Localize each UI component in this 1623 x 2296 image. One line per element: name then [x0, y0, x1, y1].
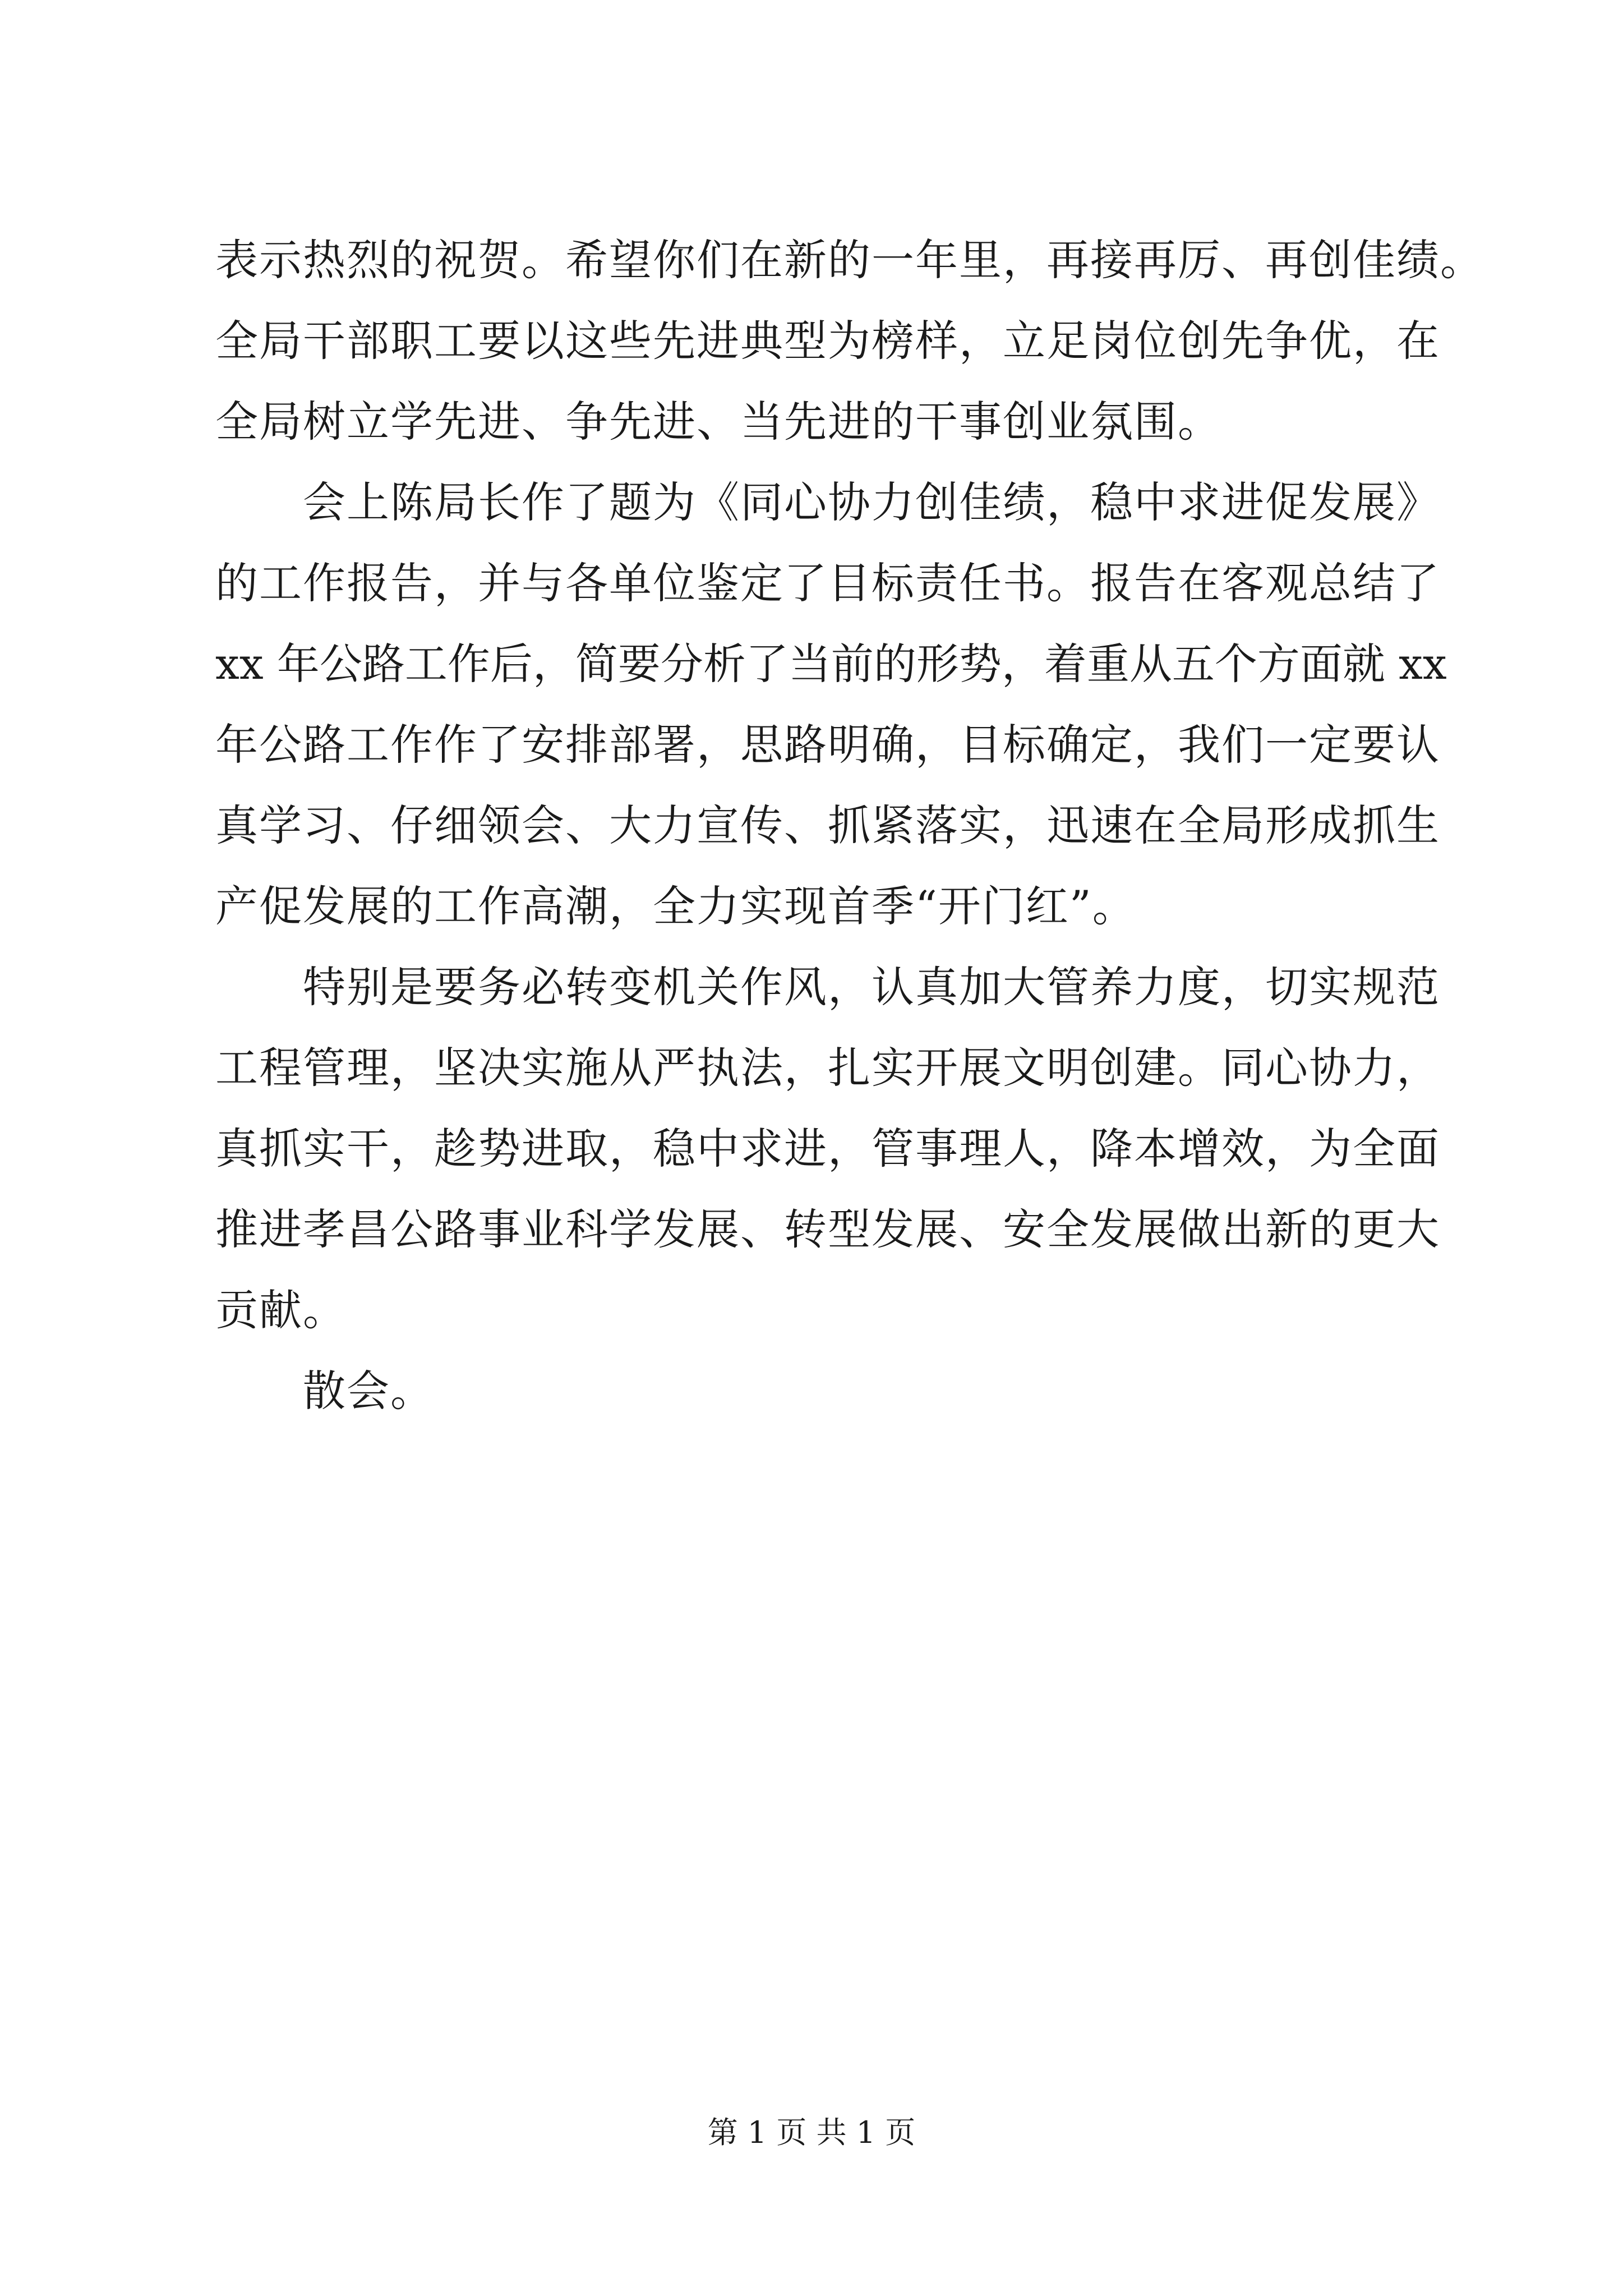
text-line-14: 贡献。	[215, 1285, 347, 1335]
text-line-3: 全局树立学先进、争先进、当先进的干事创业氛围。	[215, 397, 1221, 447]
text-line-15: 散会。	[303, 1366, 434, 1416]
text-line-13: 推进孝昌公路事业科学发展、转型发展、安全发展做出新的更大	[215, 1204, 1440, 1254]
text-line-5: 的工作报告，并与各单位鉴定了目标责任书。报告在客观总结了	[215, 558, 1440, 608]
text-line-7: 年公路工作作了安排部署，思路明确，目标确定，我们一定要认	[215, 720, 1440, 770]
text-line-4: 会上陈局长作了题为《同心协力创佳绩，稳中求进促发展》	[303, 477, 1440, 527]
text-line-8: 真学习、仔细领会、大力宣传、抓紧落实，迅速在全局形成抓生	[215, 800, 1440, 850]
text-line-9: 产促发展的工作高潮，全力实现首季“开门红”。	[215, 881, 1136, 931]
text-line-10: 特别是要务必转变机关作风，认真加大管养力度，切实规范	[303, 962, 1440, 1012]
text-line-2: 全局干部职工要以这些先进典型为榜样，立足岗位创先争优，在	[215, 316, 1440, 366]
text-line-1: 表示热烈的祝贺。希望你们在新的一年里，再接再厉、再创佳绩。	[215, 235, 1484, 285]
text-line-6: xx 年公路工作后，简要分析了当前的形势，着重从五个方面就 xx	[215, 639, 1447, 689]
text-line-12: 真抓实干，趁势进取，稳中求进，管事理人，降本增效，为全面	[215, 1124, 1440, 1174]
text-line-11: 工程管理，坚决实施从严执法，扎实开展文明创建。同心协力，	[215, 1043, 1440, 1093]
page-number-footer: 第 1 页 共 1 页	[707, 2115, 916, 2150]
